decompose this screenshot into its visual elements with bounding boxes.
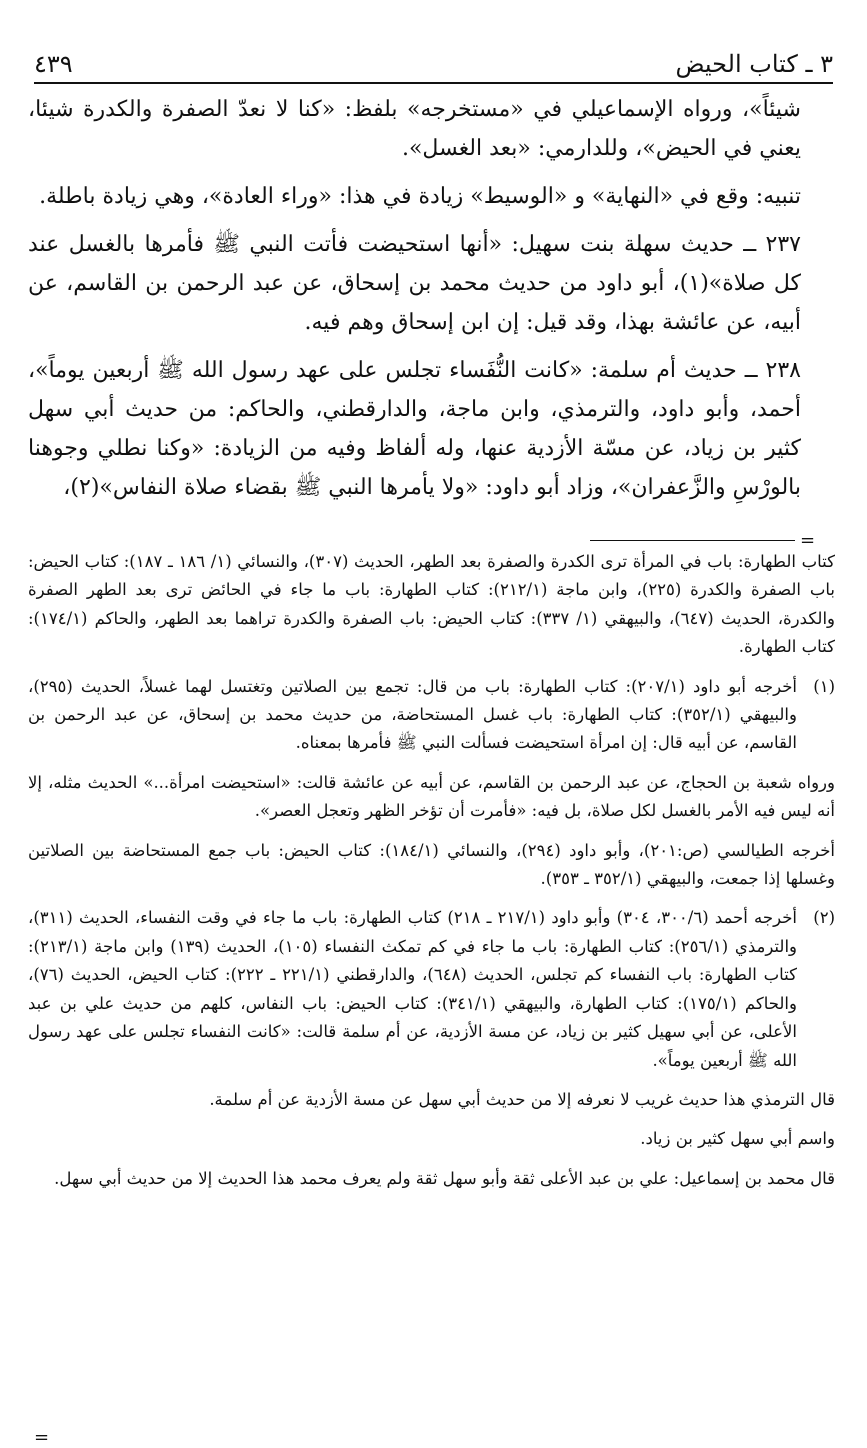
hadith-238: ٢٣٨ ــ حديث أم سلمة: «كانت النُّفَساء تجلس على عهد رسول الله ﷺ أربعين يوماً»، أحمد، وأبو داود، والترمذي، وابن ماجة، والدارقطني، والحاكم: من حديث أبي سهل كثير بن زياد، عن مسّة الأزدية عنها، وله ألفاظ وفيه من الزيادة: «وكنا نطلي وجوهنا بالورْسِ والزَّعفران»، وزاد أبو داود: «ولا يأمرها النبي ﷺ بقضاء صلاة النفاس»(٢)،	[28, 358, 801, 500]
footnote-paragraph: قال الترمذي هذا حديث غريب لا نعرفه إلا من حديث أبي سهل عن مسة الأزدية عن أم سلمة.	[209, 1089, 835, 1109]
footnote-1	[28, 673, 835, 758]
paragraph-note: تنبيه: وقع في «النهاية» و «الوسيط» زيادة في هذا: «وراء العادة»، وهي زيادة باطلة.	[39, 184, 801, 209]
page-number: ٤٣٩	[34, 50, 73, 78]
main-text	[28, 90, 801, 516]
paragraph: شيئاً»، ورواه الإسماعيلي في «مستخرجه» بلفظ: «كنا لا نعدّ الصفرة والكدرة شيئا، يعني في الحيض»، وللدارمي: «بعد الغسل».	[28, 97, 801, 161]
footnotes	[28, 548, 835, 1204]
footnote-paragraph: واسم أبي سهل كثير بن زياد.	[640, 1129, 835, 1149]
chapter-title: ٣ ـ كتاب الحيض	[675, 50, 833, 78]
footnote-paragraph: قال محمد بن إسماعيل: علي بن عبد الأعلى ثقة وأبو سهل ثقة ولم يعرف محمد هذا الحديث إلا من حديث أبي سهل.	[54, 1168, 835, 1188]
footnote-text: أخرجه أحمد (٣٠٠/٦، ٣٠٤) وأبو داود (٢١٧/١ ـ ٢١٨) كتاب الطهارة: باب ما جاء في وقت النفساء، الحديث (٣١١)، والترمذي (٢٥٦/١): كتاب الطهارة: باب ما جاء في كم تمكث النفساء (١٠٥)، الحديث (١٣٩) وابن ماجة (٢١٣/١): كتاب الطهارة: باب النفساء كم تجلس، الحديث (٦٤٨)، والدارقطني (٢٢١/١ ـ ٢٢٢): كتاب الحيض، الحديث (٧٦)، والحاكم (١٧٥/١): كتاب الطهارة، والبيهقي (٣٤١/١): كتاب الحيض: باب النفاس، كلهم من حديث علي بن عبد الأعلى، عن أبي سهيل كثير بن زياد، عن مسة الأزدية، عن أم سلمة قالت: «كانت النفساء تجلس على عهد رسول الله ﷺ أربعين يوماً».	[28, 908, 798, 1070]
footnote-paragraph: أخرجه الطيالسي (ص:٢٠١)، وأبو داود (٢٩٤)، والنسائي (١٨٤/١): كتاب الحيض: باب جمع المستحاضة بين الصلاتين وغسلها إذا جمعت، والبيهقي (٣٥٢/١ ـ ٣٥٣).	[28, 840, 835, 889]
footnote-paragraph: ورواه شعبة بن الحجاج، عن عبد الرحمن بن القاسم، عن أبيه عن عائشة قالت: «استحيضت امرأة...» الحديث مثله، إلا أنه ليس فيه الأمر بالغسل لكل صلاة، بل فيه: «فأمرت أن تؤخر الظهر وتعجل العصر».	[28, 772, 835, 821]
footnote-text: أخرجه أبو داود (٢٠٧/١): كتاب الطهارة: باب من قال: تجمع بين الصلاتين وتغتسل لهما غسلاً، الحديث (٢٩٥)، والبيهقي (٣٥٢/١): كتاب الطهارة: باب غسل المستحاضة، من حديث محمد بن إسحاق، عن عبد الرحمن بن القاسم، عن أبيه قال: إن امرأة استحيضت فسألت النبي ﷺ فأمرها بمعناه.	[28, 676, 797, 753]
footnote-2	[28, 904, 835, 1074]
footnote-continued: كتاب الطهارة: باب في المرأة ترى الكدرة والصفرة بعد الطهر، الحديث (٣٠٧)، والنسائي (١/ ١٨٦ ـ ١٨٧): كتاب الحيض: باب الصفرة والكدرة (٢٢٥)، وابن ماجة (٢١٢/١): كتاب الطهارة: باب ما جاء في الحائض ترى بعد الطهر الصفرة والكدرة، الحديث (٦٤٧)، والبيهقي (١/ ٣٣٧): كتاب الحيض: باب الصفرة والكدرة تراهما بعد الطهر، والحاكم (١٧٤/١): كتاب الطهارة.	[28, 552, 836, 657]
hadith-237: ٢٣٧ ــ حديث سهلة بنت سهيل: «أنها استحيضت فأتت النبي ﷺ فأمرها بالغسل عند كل صلاة»(١)، أبو داود من حديث محمد بن إسحاق، عن عبد الرحمن بن القاسم، عن أبيه، عن عائشة بهذا، وقد قيل: إن ابن إسحاق وهم فيه.	[28, 232, 801, 335]
footnote-number: (٢)	[813, 908, 835, 928]
running-header	[34, 48, 833, 84]
continuation-mark: =	[34, 1427, 50, 1448]
footnote-separator	[590, 540, 795, 541]
footnote-number: (١)	[813, 676, 835, 696]
continuation-mark: =	[800, 530, 816, 551]
